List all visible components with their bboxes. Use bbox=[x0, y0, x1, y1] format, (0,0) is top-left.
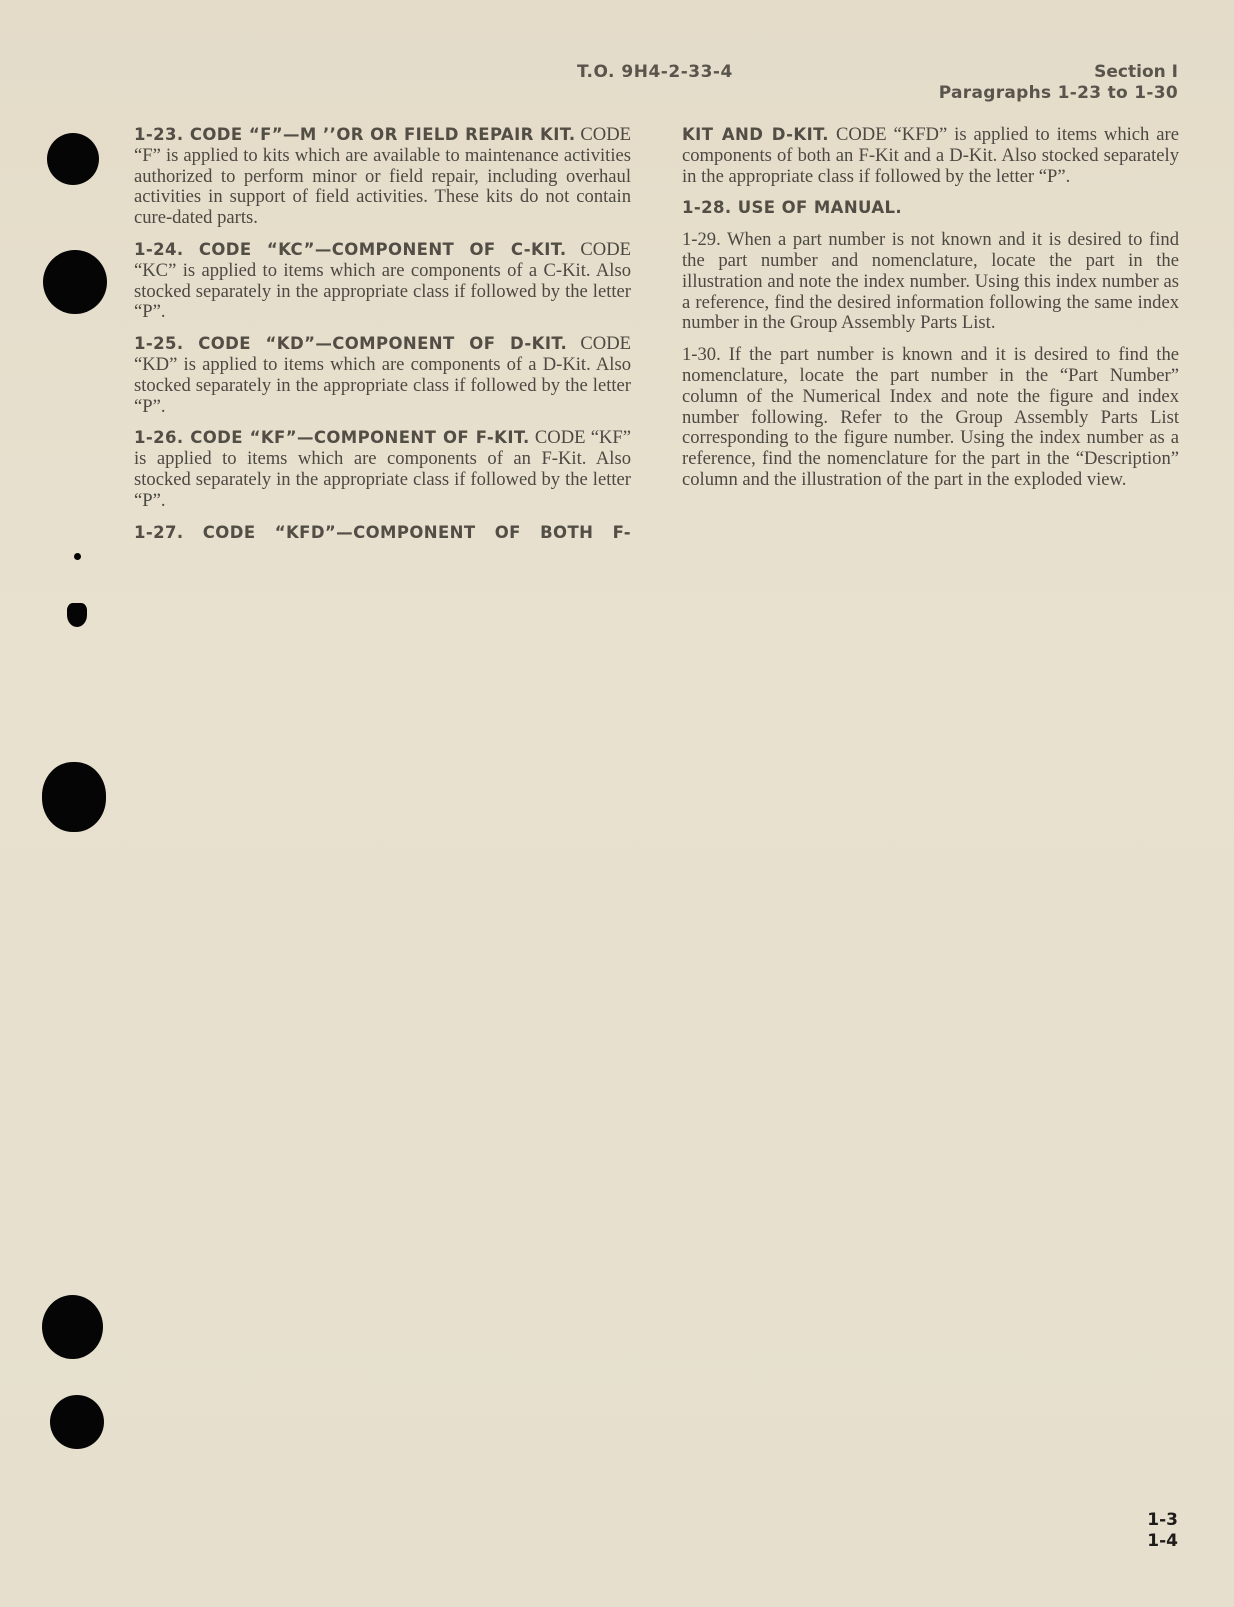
paragraph-1-30: 1-30. If the part number is known and it is desired to find the nomenclature, locate the part number in the “Part Number” column of the Numerical Index and note the figure and index number following. Refer to the Group Assembly Parts List corresponding to the figure number. Using the index number as a reference, find the nomenclature for the part in the “Description” column and the illustration of the part in the exploded view. bbox=[682, 344, 1179, 490]
paragraph-1-27-continued bbox=[682, 125, 1179, 187]
paragraph-1-27-heading: 1-27. CODE “KFD”—COMPONENT OF BOTH F- bbox=[134, 522, 631, 542]
page-footer bbox=[1147, 1510, 1178, 1552]
punch-hole-3 bbox=[74, 553, 81, 560]
paragraph-heading: 1-26. CODE “KF”—COMPONENT OF F-KIT. bbox=[134, 428, 530, 448]
paragraph-body: CODE “F” is applied to kits which are available to maintenance activities authorized to perform minor or field repair, including overhaul activities in support of field activities. These kits do not contain cure-dated parts. bbox=[134, 124, 631, 229]
page-header bbox=[0, 60, 1234, 110]
punch-hole-4 bbox=[67, 603, 87, 627]
punch-hole-7 bbox=[50, 1395, 104, 1449]
paragraph-heading: KIT AND D-KIT. bbox=[682, 125, 829, 144]
paragraph-1-28-heading: 1-28. USE OF MANUAL. bbox=[682, 198, 903, 218]
page-number-front: 1-3 bbox=[1147, 1510, 1178, 1530]
punch-hole-5 bbox=[42, 762, 106, 832]
section-label: Section I bbox=[1094, 62, 1178, 82]
paragraph-heading: 1-25. CODE “KD”—COMPONENT OF D-KIT. bbox=[134, 334, 568, 354]
page-number-back: 1-4 bbox=[1147, 1531, 1178, 1551]
paragraph-body: CODE “KFD” is applied to items which are components of both an F-Kit and a D-Kit. Also stocked separately in the appropriate class if followed by the letter “P”. bbox=[682, 124, 1179, 187]
right-column bbox=[682, 125, 1179, 502]
paragraph-heading: 1-24. CODE “KC”—COMPONENT OF C-KIT. bbox=[134, 239, 567, 259]
punch-hole-1 bbox=[47, 133, 99, 185]
paragraph-body: CODE “KC” is applied to items which are components of a C-Kit. Also stocked separately in the appropriate class if followed by the letter “P”. bbox=[134, 238, 631, 323]
punch-hole-6 bbox=[42, 1295, 103, 1359]
paragraph-1-26 bbox=[134, 428, 631, 511]
tech-order-number: T.O. 9H4-2-33-4 bbox=[577, 62, 733, 82]
paragraph-1-23 bbox=[134, 125, 631, 229]
paragraph-1-24 bbox=[134, 240, 631, 323]
paragraph-body: CODE “KF” is applied to items which are components of an F-Kit. Also stocked separately in the appropriate class if followed by the letter “P”. bbox=[134, 427, 631, 511]
punch-hole-2 bbox=[43, 250, 107, 314]
paragraph-body: CODE “KD” is applied to items which are components of a D-Kit. Also stocked separately in the appropriate class if followed by the letter “P”. bbox=[134, 333, 631, 417]
paragraph-range: Paragraphs 1-23 to 1-30 bbox=[938, 83, 1178, 103]
paragraph-1-25 bbox=[134, 334, 631, 417]
left-column bbox=[134, 125, 631, 554]
paragraph-heading: 1-23. CODE “F”—M ’’OR OR FIELD REPAIR KIT. bbox=[134, 125, 576, 144]
paragraph-1-29: 1-29. When a part number is not known and it is desired to find the part number and nomenclature, locate the part in the illustration and note the index number. Using this index number as a reference, find the desired information following the same index number in the Group Assembly Parts List. bbox=[682, 229, 1179, 334]
